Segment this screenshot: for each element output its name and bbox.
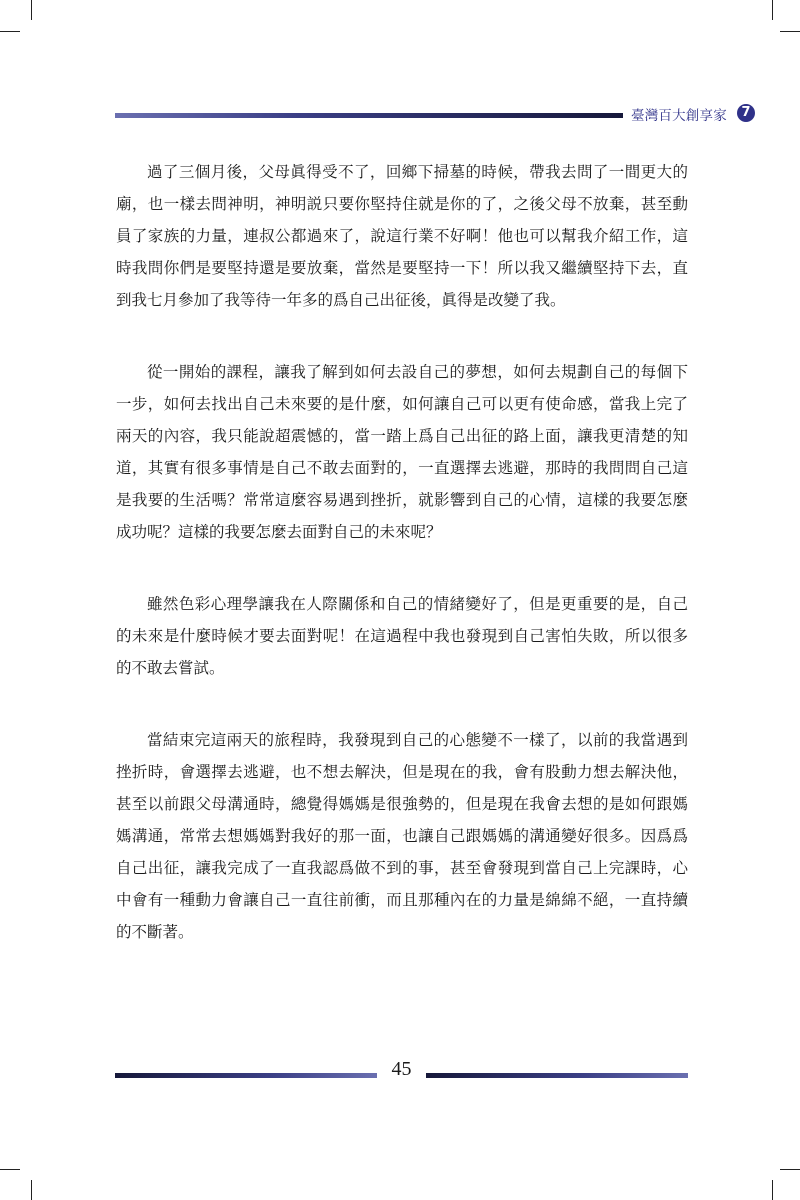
paragraph-1: 過了三個月後，父母眞得受不了，回鄉下掃墓的時候，帶我去問了一間更大的廟，也一樣去問神明，神明説只要你堅持住就是你的了，之後父母不放棄，甚至動員了家族的力量，連叔公都過來了，說這行業不好啊！他也可以幫我介紹工作，這時我問你們是要堅持還是要放棄，當然是要堅持一下！所以我又繼續堅持下去，直到我七月參加了我等待一年多的爲自己出征後，眞得是改變了我。: [116, 163, 688, 309]
header-rule: [115, 113, 623, 118]
crop-mark-bottom-left-h: [0, 1169, 20, 1170]
page-body: [116, 156, 688, 988]
crop-mark-top-right: [772, 0, 773, 20]
crop-mark-bottom-left: [31, 1180, 32, 1200]
footer-rule-right: [426, 1073, 688, 1078]
paragraph-3: 雖然色彩心理學讓我在人際關係和自己的情緒變好了，但是更重要的是，自己的未來是什麼時候才要去面對呢！在這過程中我也發現到自己害怕失敗，所以很多的不敢去嘗試。: [116, 595, 688, 677]
crop-mark-bottom-right: [772, 1180, 773, 1200]
running-header-title: 臺灣百大創享家: [631, 108, 727, 124]
paragraph-4: 當結束完這兩天的旅程時，我發現到自己的心態變不一樣了，以前的我當遇到挫折時，會選擇去逃避，也不想去解決，但是現在的我，會有股動力想去解決他，甚至以前跟父母溝通時，總覺得媽媽是很強勢的，但是現在我會去想的是如何跟媽媽溝通，常常去想媽媽對我好的那一面，也讓自己跟媽媽的溝通變好很多。因爲爲自己出征，讓我完成了一直我認爲做不到的事，甚至會發現到當自己上完課時，心中會有一種動力會讓自己一直往前衝，而且那種內在的力量是綿綿不絕，一直持續的不斷著。: [116, 731, 688, 941]
crop-mark-top-left-h: [0, 31, 20, 32]
paragraph-2: 從一開始的課程，讓我了解到如何去設自己的夢想，如何去規劃自己的每個下一步，如何去找出自己未來要的是什麼，如何讓自己可以更有使命感，當我上完了兩天的內容，我只能說超震憾的，當一踏上爲自己出征的路上面，讓我更清楚的知道，其實有很多事情是自己不敢去面對的，一直選擇去逃避，那時的我問問自己這是我要的生活嗎？常常這麼容易遇到挫折，就影響到自己的心情，這樣的我要怎麼成功呢？這樣的我要怎麼去面對自己的未來呢？: [116, 363, 688, 541]
crop-mark-bottom-right-h: [780, 1169, 800, 1170]
crop-mark-top-right-h: [780, 31, 800, 32]
chapter-number-badge: 7: [737, 104, 755, 122]
crop-mark-top-left: [31, 0, 32, 20]
footer-rule-left: [115, 1073, 377, 1078]
page-number: 45: [391, 1058, 412, 1080]
